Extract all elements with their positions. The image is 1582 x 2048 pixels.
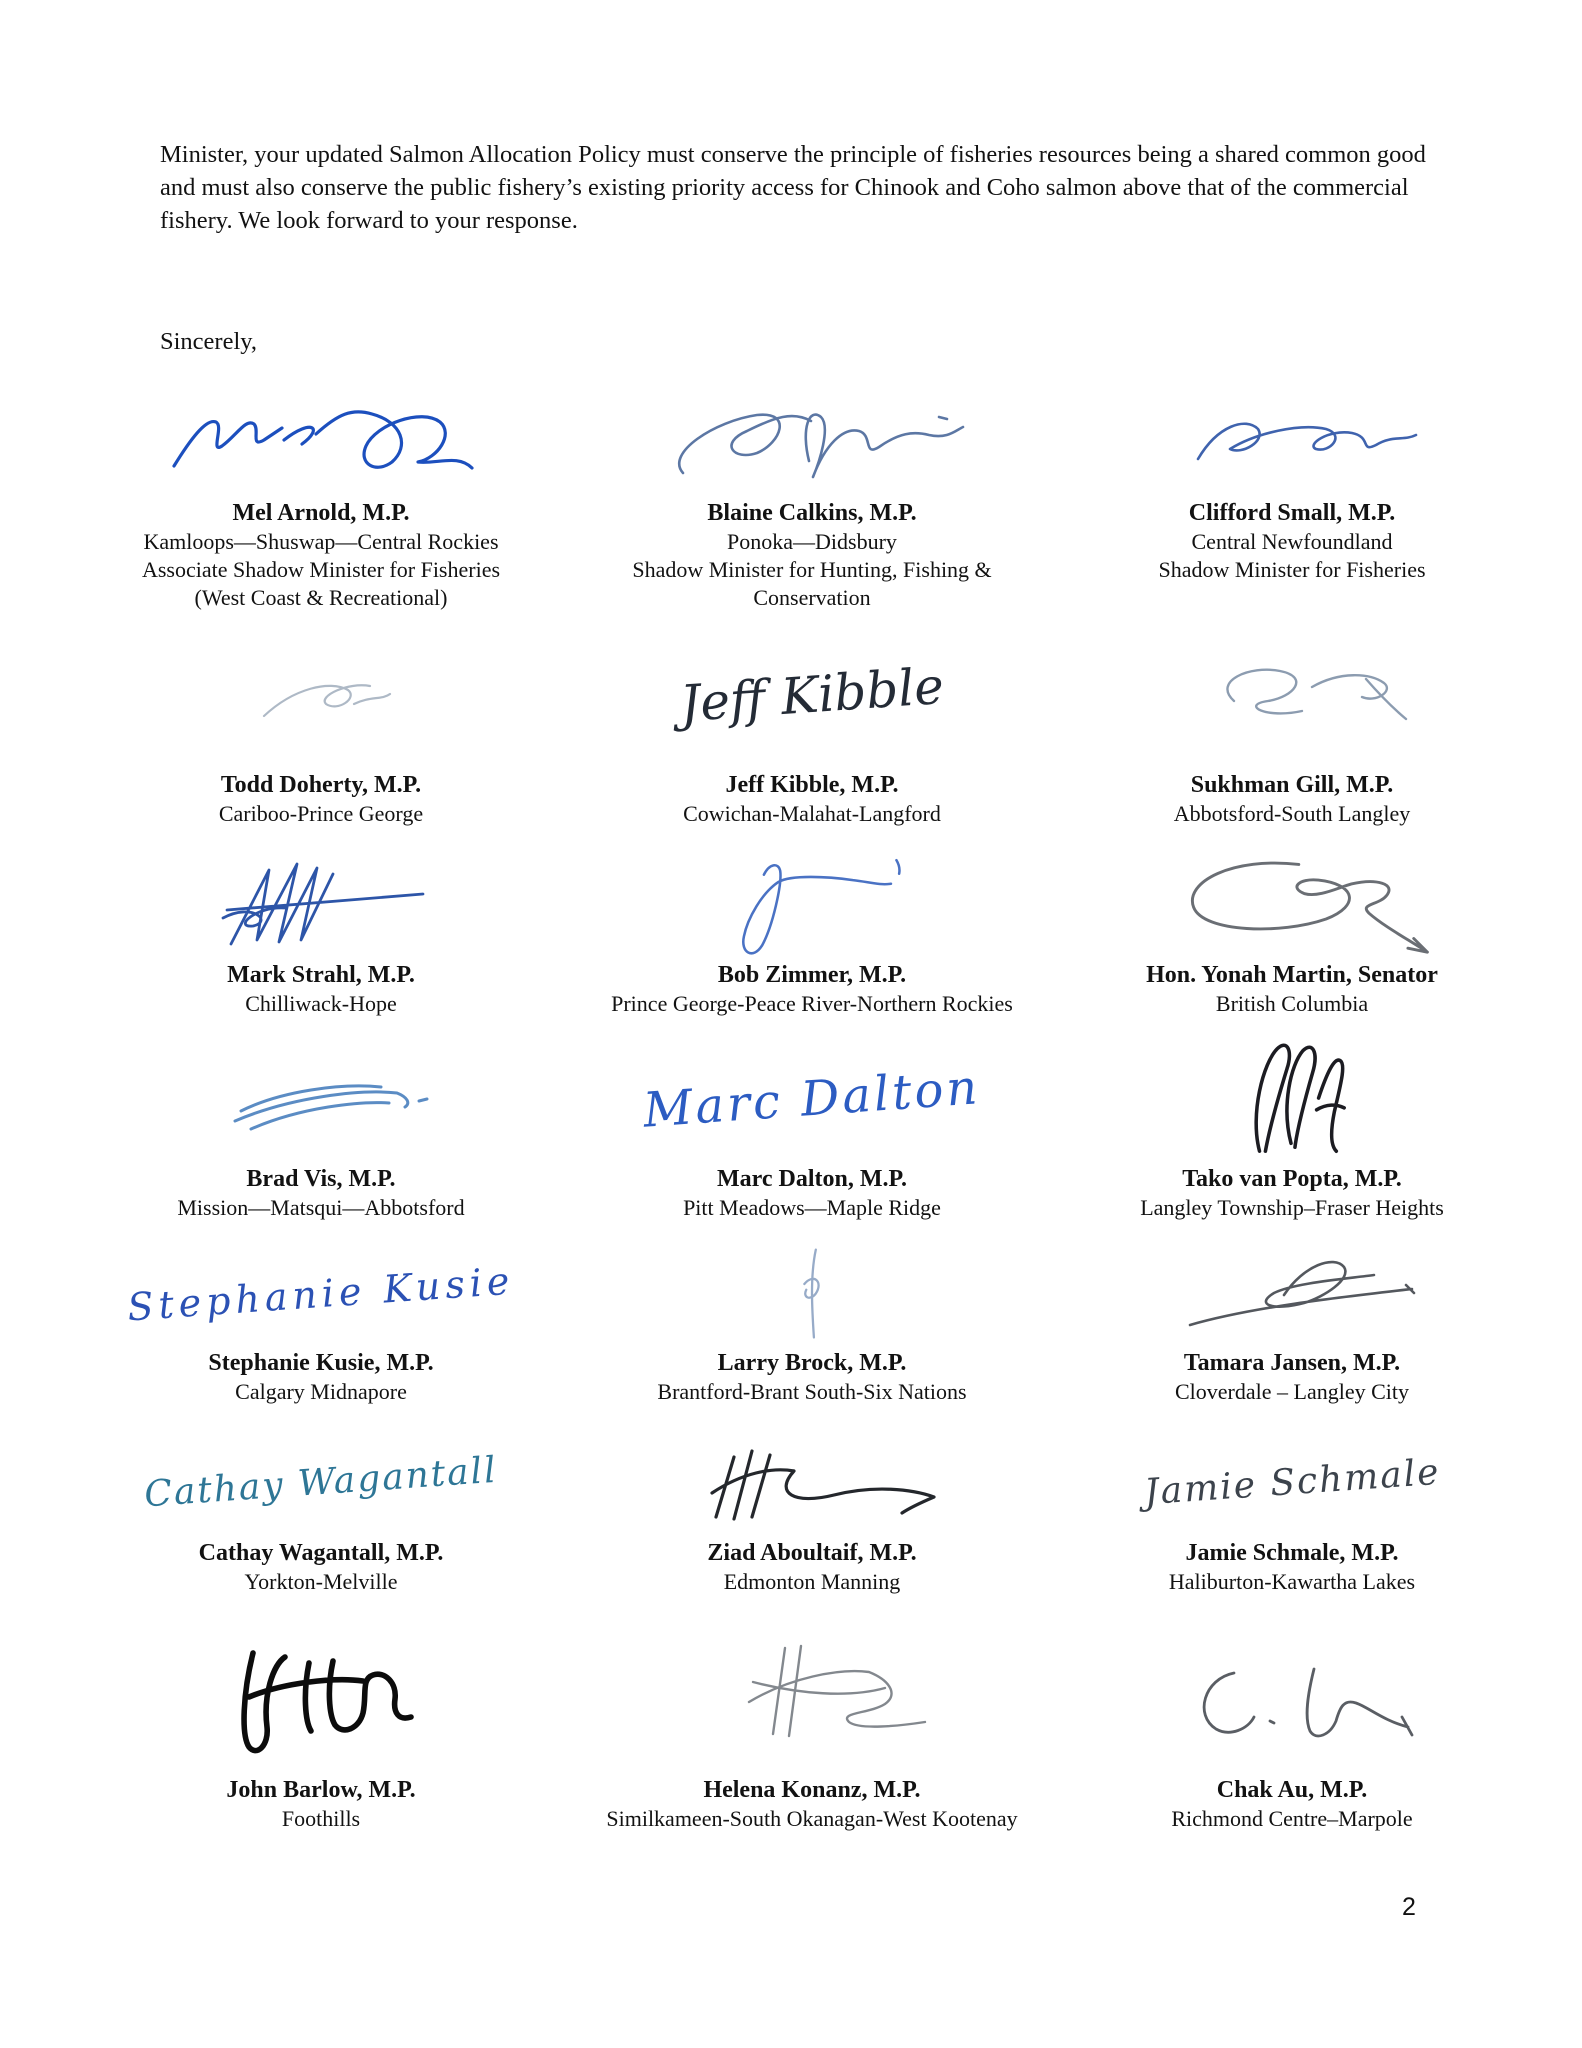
- signatory-title-2: Conservation: [753, 585, 871, 610]
- signatory-block-chak-au: [1062, 1620, 1522, 1833]
- signature-stroke-icon: [687, 1638, 937, 1758]
- signatory-title: Shadow Minister for Hunting, Fishing &: [632, 557, 992, 582]
- signature-stroke-icon: [166, 388, 476, 493]
- signature-script: Marc Dalton: [641, 1059, 983, 1139]
- signatory-block-marc-dalton: [562, 1034, 1062, 1222]
- signatory-name: John Barlow, M.P.: [226, 1777, 416, 1803]
- signatory-block-helena-konanz: [562, 1620, 1062, 1833]
- signatory-riding: Cowichan-Malahat-Langford: [683, 801, 941, 826]
- signature-row-4: [80, 1034, 1522, 1222]
- signature-stephanie-kusie: [80, 1240, 562, 1348]
- signatory-name: Clifford Small, M.P.: [1188, 500, 1396, 526]
- signature-jamie-schmale: [1062, 1426, 1522, 1538]
- signatory-riding: Abbotsford-South Langley: [1173, 801, 1411, 826]
- signature-script: Cathay Wagantall: [143, 1449, 499, 1515]
- signature-clifford-small: [1062, 383, 1522, 498]
- signatory-name: Jeff Kibble, M.P.: [725, 772, 899, 798]
- signatory-block-tako-van-popta: [1062, 1034, 1522, 1222]
- signature-helena-konanz: [562, 1620, 1062, 1775]
- signatory-name: Marc Dalton, M.P.: [717, 1166, 907, 1192]
- signature-brad-vis: [80, 1034, 562, 1164]
- signature-row-2: [80, 620, 1522, 828]
- signatory-riding: Foothills: [281, 1806, 361, 1831]
- signature-mark-strahl: [80, 842, 562, 960]
- signatory-name: Sukhman Gill, M.P.: [1190, 772, 1394, 798]
- signature-script: Stephanie Kusie: [126, 1258, 516, 1330]
- signature-jeff-kibble: [562, 620, 1062, 770]
- signature-script: Jamie Schmale: [1142, 1451, 1442, 1513]
- signatory-riding: Pitt Meadows—Maple Ridge: [683, 1195, 941, 1220]
- signature-todd-doherty: [80, 620, 562, 770]
- signatory-name: Ziad Aboultaif, M.P.: [707, 1540, 917, 1566]
- signature-row-3: [80, 842, 1522, 1018]
- signature-sukhman-gill: [1062, 620, 1522, 770]
- signatory-block-yonah-martin: [1062, 842, 1522, 1018]
- signatory-riding: Cariboo-Prince George: [218, 801, 424, 826]
- signature-stroke-icon: [657, 391, 967, 491]
- signature-stroke-icon: [1172, 653, 1412, 738]
- signature-bob-zimmer: [562, 842, 1062, 960]
- signatory-riding: Central Newfoundland: [1191, 529, 1393, 554]
- signatory-title: Shadow Minister for Fisheries: [1158, 557, 1426, 582]
- signatory-name: Chak Au, M.P.: [1216, 1777, 1368, 1803]
- signature-tako-van-popta: [1062, 1034, 1522, 1164]
- signatory-block-bob-zimmer: [562, 842, 1062, 1018]
- signatory-riding: Brantford-Brant South-Six Nations: [657, 1379, 967, 1404]
- signatory-block-jamie-schmale: [1062, 1426, 1522, 1596]
- signature-stroke-icon: [672, 1435, 952, 1530]
- signatory-riding: Yorkton-Melville: [244, 1569, 398, 1594]
- signatory-block-ziad-aboultaif: [562, 1426, 1062, 1596]
- signatory-name: Todd Doherty, M.P.: [220, 772, 422, 798]
- signature-cathay-wagantall: [80, 1426, 562, 1538]
- signature-yonah-martin: [1062, 842, 1522, 960]
- signatory-block-clifford-small: [1062, 383, 1522, 612]
- signature-grid: [80, 383, 1522, 1833]
- signature-stroke-icon: [1162, 1645, 1422, 1750]
- signatory-name: Cathay Wagantall, M.P.: [198, 1540, 444, 1566]
- signature-stroke-icon: [697, 842, 927, 960]
- signatory-title-2: (West Coast & Recreational): [194, 585, 448, 610]
- signatory-riding: Edmonton Manning: [723, 1569, 901, 1594]
- signatory-block-sukhman-gill: [1062, 620, 1522, 828]
- signatory-riding: Calgary Midnapore: [235, 1379, 407, 1404]
- signatory-riding: Langley Township–Fraser Heights: [1140, 1195, 1444, 1220]
- signature-tamara-jansen: [1062, 1240, 1522, 1348]
- page-number: 2: [1402, 1893, 1416, 1921]
- signatory-riding: Kamloops—Shuswap—Central Rockies: [143, 529, 499, 554]
- signatory-name: Tamara Jansen, M.P.: [1183, 1350, 1401, 1376]
- signature-row-7: [80, 1620, 1522, 1833]
- signatory-name: Larry Brock, M.P.: [717, 1350, 907, 1376]
- signature-row-5: [80, 1240, 1522, 1406]
- signature-john-barlow: [80, 1620, 562, 1775]
- signatory-block-todd-doherty: [80, 620, 562, 828]
- signatory-riding: Haliburton-Kawartha Lakes: [1168, 1569, 1416, 1594]
- signatory-name: Helena Konanz, M.P.: [703, 1777, 921, 1803]
- signatory-block-mel-arnold: [80, 383, 562, 612]
- signatory-block-mark-strahl: [80, 842, 562, 1018]
- signature-row-1: [80, 383, 1522, 612]
- closing-salutation: Sincerely,: [160, 328, 258, 355]
- signatory-name: Stephanie Kusie, M.P.: [208, 1350, 434, 1376]
- signatory-block-tamara-jansen: [1062, 1240, 1522, 1406]
- signatory-block-jeff-kibble: [562, 620, 1062, 828]
- signatory-riding: Prince George-Peace River-Northern Rockies: [611, 991, 1013, 1016]
- signature-stroke-icon: [211, 846, 431, 956]
- signatory-name: Hon. Yonah Martin, Senator: [1146, 962, 1438, 988]
- signature-stroke-icon: [1147, 845, 1437, 957]
- letter-paragraph: Minister, your updated Salmon Allocation Policy must conserve the principle of fisheries resources being a shared common good and must also conserve the public fishery’s existing priority access for Chinook and Coho salmon above that of the commercial fishery. We look forward to your response.: [160, 141, 1426, 234]
- signatory-riding: Chilliwack-Hope: [245, 991, 397, 1016]
- signatory-riding: Richmond Centre–Marpole: [1171, 1806, 1413, 1831]
- signature-script: Jeff Kibble: [678, 656, 946, 734]
- signature-larry-brock: [562, 1240, 1062, 1348]
- signature-row-6: [80, 1426, 1522, 1596]
- signatory-block-blaine-calkins: [562, 383, 1062, 612]
- signatory-title: Associate Shadow Minister for Fisheries: [141, 557, 501, 582]
- signatory-riding: British Columbia: [1215, 991, 1369, 1016]
- signature-stroke-icon: [211, 1635, 431, 1760]
- signatory-name: Mark Strahl, M.P.: [227, 962, 415, 988]
- signature-stroke-icon: [752, 1242, 872, 1347]
- signature-stroke-icon: [1162, 1247, 1422, 1342]
- signature-mel-arnold: [80, 383, 562, 498]
- signature-marc-dalton: [562, 1034, 1062, 1164]
- signature-stroke-icon: [1227, 1035, 1357, 1163]
- signatory-block-stephanie-kusie: [80, 1240, 562, 1406]
- signature-stroke-icon: [236, 658, 406, 733]
- signature-stroke-icon: [211, 1059, 431, 1139]
- signature-chak-au: [1062, 1620, 1522, 1775]
- signatory-block-brad-vis: [80, 1034, 562, 1222]
- signature-stroke-icon: [1162, 401, 1422, 481]
- signatory-name: Jamie Schmale, M.P.: [1185, 1540, 1399, 1566]
- signatory-name: Blaine Calkins, M.P.: [707, 500, 917, 526]
- signatory-name: Bob Zimmer, M.P.: [717, 962, 907, 988]
- signatory-riding: Cloverdale – Langley City: [1175, 1379, 1409, 1404]
- signatory-riding: Ponoka—Didsbury: [727, 529, 897, 554]
- signatory-riding: Mission—Matsqui—Abbotsford: [177, 1195, 465, 1220]
- signatory-block-john-barlow: [80, 1620, 562, 1833]
- signatory-name: Tako van Popta, M.P.: [1182, 1166, 1402, 1192]
- signature-ziad-aboultaif: [562, 1426, 1062, 1538]
- signatory-block-larry-brock: [562, 1240, 1062, 1406]
- signature-blaine-calkins: [562, 383, 1062, 498]
- signatory-riding: Similkameen-South Okanagan-West Kootenay: [606, 1806, 1018, 1831]
- signatory-block-cathay-wagantall: [80, 1426, 562, 1596]
- signatory-name: Brad Vis, M.P.: [246, 1166, 396, 1192]
- signatory-name: Mel Arnold, M.P.: [232, 500, 410, 526]
